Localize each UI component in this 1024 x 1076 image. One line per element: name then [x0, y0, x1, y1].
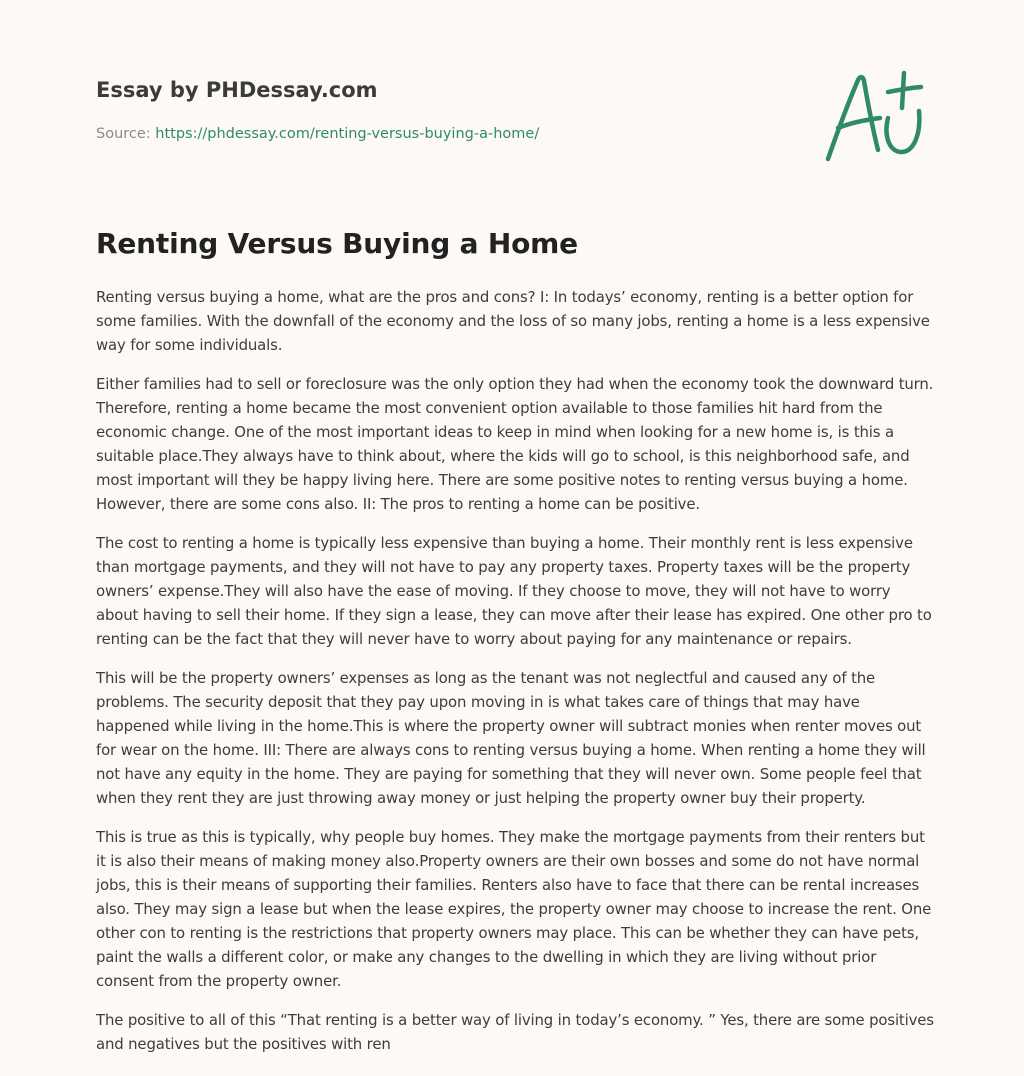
essay-paragraph: Either families had to sell or foreclosure was the only option they had when the economy took the downward turn. Therefore, renting a home became the most convenient option available to those families hit hard from the economic change. One of the most important ideas to keep in mind when looking for a new home is, is this a suitable place.They always have to think about, where the kids will go to school, is this neighborhood safe, and most important will they be happy living here. There are some positive notes to renting versus buying a home. However, there are some cons also. II: The pros to renting a home can be positive.: [96, 375, 934, 513]
source-label: Source:: [96, 126, 156, 142]
essay-paragraph: This will be the property owners’ expenses as long as the tenant was not neglectful and caused any of the problems. The security deposit that they pay upon moving in is what takes care of things that may have happened while living in the home.This is where the property owner will subtract monies when renter moves out for wear on the home. III: There are always cons to renting versus buying a home. When renting a home they will not have any equity in the home. They are paying for something that they will never own. Some people feel that when they rent they are just throwing away money or just helping the property owner buy their property.: [96, 669, 926, 807]
essay-paragraph: The positive to all of this “That renting is a better way of living in today’s economy. ” Yes, there are some positives and negatives but the positives with ren: [96, 1011, 934, 1053]
essay-body: [96, 285, 934, 1071]
essay-title: Renting Versus Buying a Home: [96, 227, 578, 260]
a-plus-grade-icon: [818, 66, 928, 166]
site-brand: Essay by PHDessay.com: [96, 78, 378, 102]
essay-paragraph: The cost to renting a home is typically less expensive than buying a home. Their monthly rent is less expensive than mortgage payments, and they will not have to pay any property taxes. Property taxes will be the property owners’ expense.They will also have the ease of moving. If they choose to move, they will not have to worry about having to sell their home. If they sign a lease, they can move after their lease has expired. One other pro to renting can be the fact that they will never have to worry about paying for any maintenance or repairs.: [96, 534, 932, 648]
source-line: [96, 124, 796, 144]
page-header: [96, 76, 796, 144]
source-link[interactable]: https://phdessay.com/renting-versus-buying-a-home/: [155, 126, 540, 142]
essay-paragraph: Renting versus buying a home, what are the pros and cons? I: In todays’ economy, renting is a better option for some families. With the downfall of the economy and the loss of so many jobs, renting a home is a less expensive way for some individuals.: [96, 288, 930, 354]
essay-paragraph: This is true as this is typically, why people buy homes. They make the mortgage payments from their renters but it is also their means of making money also.Property owners are their own bosses and some do not have normal jobs, this is their means of supporting their families. Renters also have to face that there can be rental increases also. They may sign a lease but when the lease expires, the property owner may choose to increase the rent. One other con to renting is the restrictions that property owners may place. This can be whether they can have pets, paint the walls a different color, or make any changes to the dwelling in which they are living without prior consent from the property owner.: [96, 828, 932, 990]
